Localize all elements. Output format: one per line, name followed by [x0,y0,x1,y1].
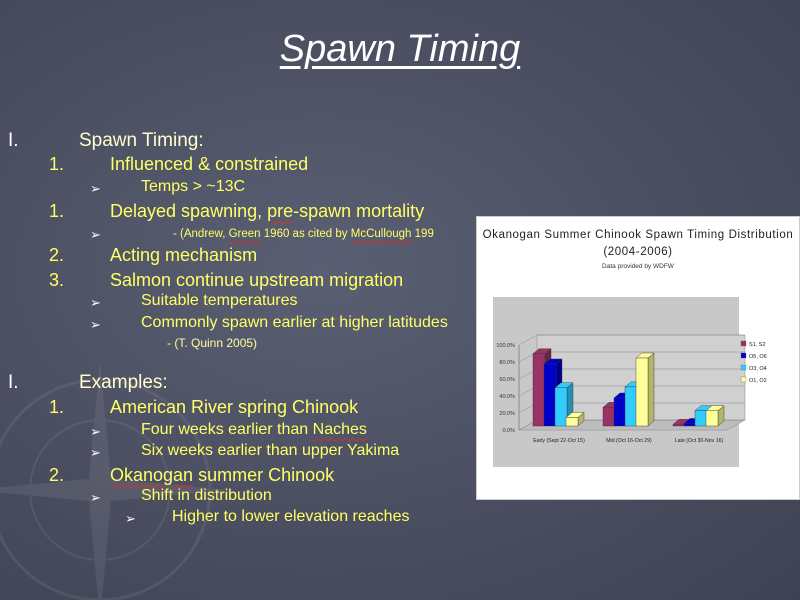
outline-number: I. [8,372,19,393]
outline-item-text: Salmon continue upstream migration [110,270,404,290]
y-tick-label: 60.0% [499,377,515,383]
outline-number: 2. [49,245,65,265]
legend-label: O1, O2 [749,378,767,384]
y-tick-label: 100.0% [496,343,515,349]
outline-number: 1. [49,397,65,417]
y-tick-label: 0.0% [502,428,515,434]
bar [533,354,545,426]
chart-subtitle: Data provided by WDFW [602,263,674,270]
bar [603,407,615,426]
bar [636,358,648,426]
arrow-bullet-icon: ➢ [90,317,101,332]
bar-chart-svg [477,217,799,499]
bar [695,411,707,426]
y-tick-label: 80.0% [499,360,515,366]
arrow-bullet-icon: ➢ [90,445,101,460]
legend-swatch [741,377,746,382]
outline-item-text: Commonly spawn earlier at higher latitudes [141,314,448,331]
outline-item-text: Suitable temperatures [141,292,298,309]
outline-item-text: Six weeks earlier than upper Yakima [141,442,400,459]
bar [684,423,696,426]
arrow-bullet-icon: ➢ [90,181,101,196]
legend-swatch [741,353,746,358]
chart-title: Okanogan Summer Chinook Spawn Timing Distribution (2004-2006) [482,229,794,258]
bar-side [648,353,654,426]
outline-item-text: Temps > ~13C [141,178,246,195]
outline-number: I. [8,130,19,151]
slide-title: Spawn Timing [279,28,521,70]
legend-swatch [741,341,746,346]
outline-item-text: Delayed spawning, pre-spawn mortality [110,201,425,221]
bar [673,424,685,426]
outline-number: 3. [49,270,65,290]
arrow-bullet-icon: ➢ [90,424,101,439]
outline-item-text: Influenced & constrained [110,154,309,174]
legend-label: O5, O6 [749,354,767,360]
outline-item-text: Spawn Timing: [79,130,204,151]
legend-label: S1, S2 [749,342,766,348]
outline-item-text: Four weeks earlier than Naches [141,421,367,438]
outline-item-text: - (Andrew, Green 1960 as cited by McCullough 199 [173,228,434,240]
outline-number: 1. [49,154,65,174]
bar [555,388,567,426]
x-tick-label: Mid (Oct 16-Oct 29) [606,438,652,444]
legend-swatch [741,365,746,370]
outline-number: 2. [49,465,65,485]
outline-item-text: American River spring Chinook [110,397,359,417]
x-tick-label: Early (Sept 22-Oct 15) [533,438,585,444]
y-tick-label: 20.0% [499,411,515,417]
outline-item-text: - (T. Quinn 2005) [167,336,258,350]
bar [566,418,578,427]
spawn-timing-chart [476,216,800,500]
outline-item-text: Shift in distribution [141,487,272,504]
outline-item-text: Acting mechanism [110,245,258,265]
outline-item-text: Higher to lower elevation reaches [172,508,410,525]
outline-item-text: Examples: [79,372,168,393]
bar [614,398,626,426]
outline-item-text: Okanogan summer Chinook [110,465,335,485]
arrow-bullet-icon: ➢ [90,295,101,310]
bar [544,364,556,426]
legend-label: O3, O4 [749,366,767,372]
bar [706,411,718,426]
x-tick-label: Late (Oct 30-Nov 16) [674,438,724,444]
bar [625,387,637,426]
y-tick-label: 40.0% [499,394,515,400]
arrow-bullet-icon: ➢ [90,490,101,505]
arrow-bullet-icon: ➢ [125,511,136,526]
outline-number: 1. [49,201,65,221]
arrow-bullet-icon: ➢ [90,227,101,242]
